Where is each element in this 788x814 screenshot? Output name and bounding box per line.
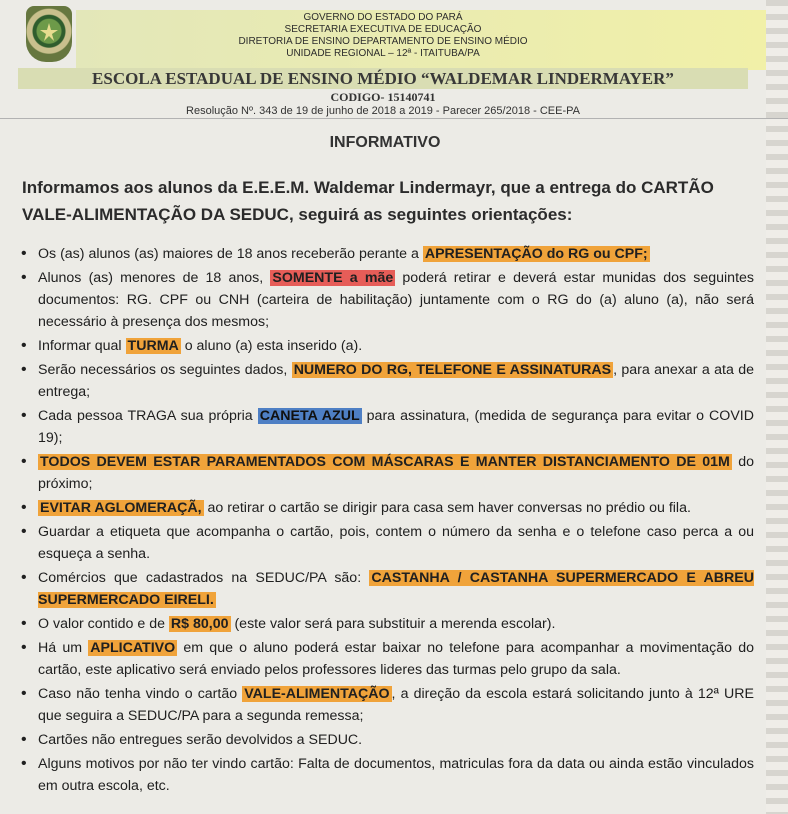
item-highlight: EVITAR AGLOMERAÇÃ,	[40, 500, 202, 516]
list-item	[20, 637, 754, 681]
header-line-4: UNIDADE REGIONAL – 12ª - ITAITUBA/PA	[286, 48, 480, 59]
item-text: Cada pessoa TRAGA sua própria	[38, 408, 258, 424]
item-text-after: , a direção da escola estará solicitando junto à 12ª URE que seguira a SEDUC/PA para a segunda remessa;	[38, 686, 755, 724]
item-text: Caso não tenha vindo o cartão	[38, 686, 243, 702]
list-item	[20, 521, 754, 565]
list-item	[20, 243, 754, 265]
list-item	[20, 753, 754, 797]
item-text-after: o aluno (a) esta inserido (a).	[180, 338, 363, 354]
item-text: Alunos (as) menores de 18 anos,	[38, 270, 271, 286]
item-text: Serão necessários os seguintes dados,	[38, 362, 292, 378]
item-highlight: TURMA	[127, 338, 179, 354]
school-name: ESCOLA ESTADUAL DE ENSINO MÉDIO “WALDEMAR LINDERMAYER”	[18, 68, 748, 89]
item-text: Comércios que cadastrados na SEDUC/PA são:	[38, 570, 370, 586]
letterhead	[18, 6, 748, 124]
item-text: O valor contido e de	[38, 616, 169, 632]
item-highlight: VALE-ALIMENTAÇÃO	[244, 686, 390, 702]
list-item	[20, 405, 754, 449]
item-highlight: TODOS DEVEM ESTAR PARAMENTADOS COM MÁSCARAS E MANTER DISTANCIAMENTO DE 01M	[40, 454, 730, 470]
header-divider	[0, 118, 788, 119]
item-text-after: para assinatura, (medida de segurança para evitar o COVID 19);	[38, 408, 754, 446]
item-text: Os (as) alunos (as) maiores de 18 anos receberão perante a	[38, 246, 423, 262]
header-line-2: SECRETARIA EXECUTIVA DE EDUCAÇÃO	[284, 24, 482, 35]
item-text: Guardar a etiqueta que acompanha o cartão, pois, contem o número da senha e o telefone caso perca a ou esqueça a senha.	[38, 524, 754, 562]
list-item	[20, 497, 754, 519]
item-text-after: , para anexar a ata de entrega;	[38, 362, 754, 400]
header-line-3: DIRETORIA DE ENSINO DEPARTAMENTO DE ENSINO MÉDIO	[238, 36, 528, 47]
list-item	[20, 451, 754, 495]
item-highlight: NUMERO DO RG, TELEFONE E ASSINATURAS	[293, 362, 612, 378]
list-item	[20, 613, 754, 635]
item-text-after: poderá retirar e deverá estar munidas dos seguintes documentos: RG. CPF ou CNH (carteira de habilitação) juntamente com o RG do (a) aluno (a), não será necessário à presença dos mesmos;	[38, 270, 754, 330]
resolution-line: Resolução Nº. 343 de 19 de junho de 2018 a 2019 - Parecer 265/2018 - CEE-PA	[186, 105, 580, 117]
item-text: Informar qual	[38, 338, 126, 354]
instructions-list	[20, 243, 754, 799]
list-item	[20, 729, 754, 751]
list-item	[20, 335, 754, 357]
header-line-1: GOVERNO DO ESTADO DO PARÁ	[303, 12, 463, 23]
item-text-after: (este valor será para substituir a merenda escolar).	[230, 616, 556, 632]
spiral-binding	[766, 0, 788, 814]
list-item	[20, 359, 754, 403]
list-item	[20, 683, 754, 727]
school-code: CODIGO- 15140741	[330, 90, 436, 104]
item-highlight: SOMENTE a mãe	[272, 270, 394, 286]
list-item	[20, 267, 754, 333]
item-highlight: APRESENTAÇÃO do RG ou CPF;	[424, 246, 648, 262]
item-text: Há um	[38, 640, 89, 656]
item-highlight: APLICATIVO	[90, 640, 176, 656]
item-text-after: do próximo;	[38, 454, 754, 492]
item-text-after: ao retirar o cartão se dirigir para casa sem haver conversas no prédio ou fila.	[203, 500, 691, 516]
list-item	[20, 567, 754, 611]
item-highlight: CANETA AZUL	[259, 408, 360, 424]
item-text-after: em que o aluno poderá estar baixar no telefone para acompanhar a movimentação do cartão, este aplicativo será enviado pelos professores lideres das turmas pelo grupo da sala.	[38, 640, 754, 678]
item-text: Cartões não entregues serão devolvidos a SEDUC.	[38, 732, 363, 748]
page-title: INFORMATIVO	[329, 134, 441, 151]
item-highlight: R$ 80,00	[170, 616, 229, 632]
item-text: Alguns motivos por não ter vindo cartão: Falta de documentos, matriculas fora da data ou ainda estão vinculados em outra escola, etc.	[38, 756, 754, 794]
item-highlight: CASTANHA / CASTANHA SUPERMERCADO E ABREU SUPERMERCADO EIRELI.	[38, 570, 754, 608]
intro-paragraph: Informamos aos alunos da E.E.E.M. Waldemar Lindermayr, que a entrega do CARTÃO VALE-ALIMENTAÇÃO DA SEDUC, seguirá as seguintes orientações:	[22, 178, 714, 224]
